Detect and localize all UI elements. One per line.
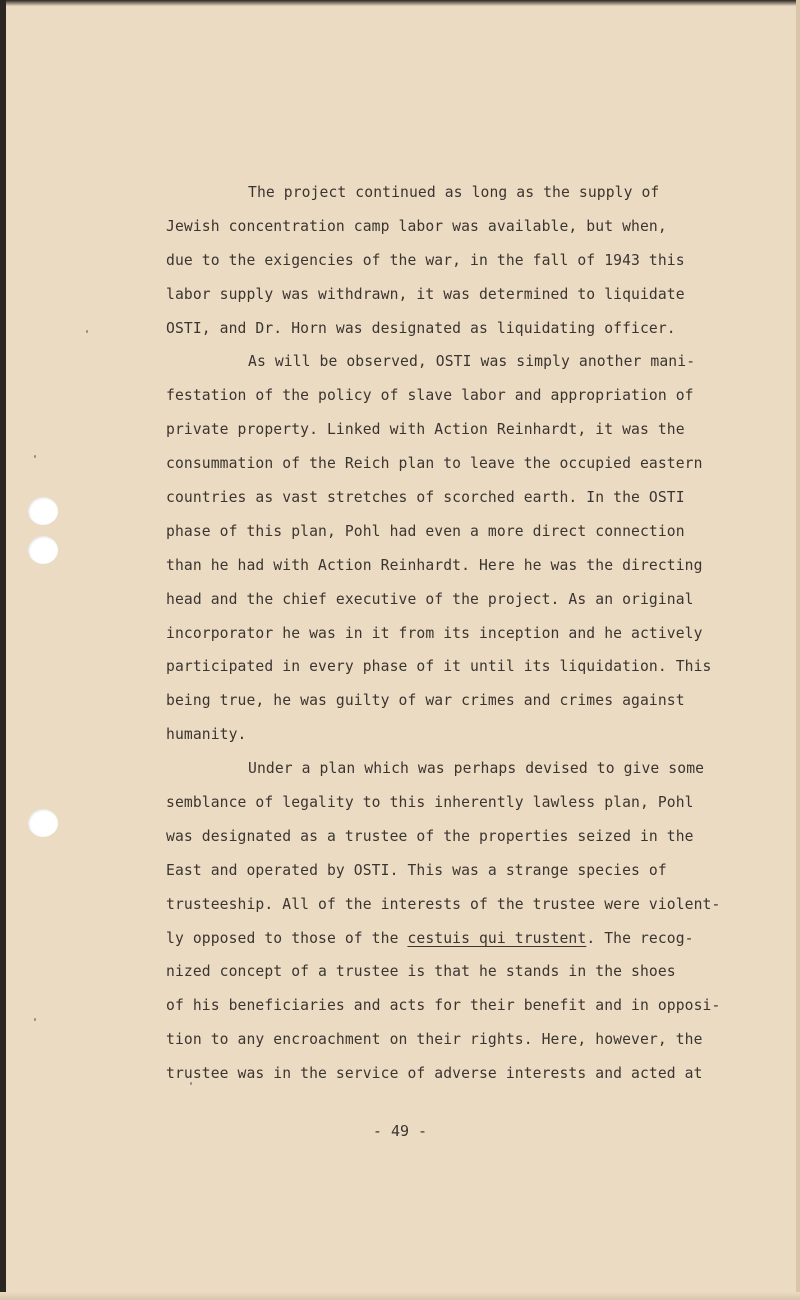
text-line: Under a plan which was perhaps devised to give some (248, 760, 705, 778)
text-line: phase of this plan, Pohl had even a more direct connection (166, 522, 685, 540)
paper-speck (86, 330, 88, 333)
text-line: nized concept of a trustee is that he stands in the shoes (166, 963, 676, 981)
text-line: being true, he was guilty of war crimes and crimes against (166, 692, 685, 710)
punch-hole-2 (28, 536, 58, 564)
text-line: was designated as a trustee of the properties seized in the (166, 827, 694, 845)
text-line: incorporator he was in it from its inception and he actively (166, 624, 703, 642)
page-number: - 49 - (372, 1122, 428, 1140)
text-line: private property. Linked with Action Reinhardt, it was the (166, 421, 685, 439)
text-line: tion to any encroachment on their rights. Here, however, the (166, 1031, 703, 1049)
text-line: than he had with Action Reinhardt. Here he was the directing (166, 556, 703, 574)
body-text (166, 176, 721, 1091)
text-line: The project continued as long as the supply of (248, 184, 660, 201)
paper-speck (34, 1018, 36, 1021)
text-line: consummation of the Reich plan to leave the occupied eastern (166, 455, 703, 473)
scan-right-edge (796, 0, 800, 1300)
text-line: trustee was in the service of adverse interests and acted at (166, 1065, 703, 1083)
text-line: trusteeship. All of the interests of the trustee were violent- (166, 895, 721, 913)
text-segment: . The recog- (586, 929, 694, 947)
text-line: countries as vast stretches of scorched earth. In the OSTI (166, 489, 685, 507)
text-segment: ly opposed to those of the (166, 929, 408, 947)
text-line: of his beneficiaries and acts for their benefit and in opposi- (166, 997, 721, 1015)
text-line: due to the exigencies of the war, in the fall of 1943 this (166, 251, 685, 269)
text-line-with-underline (166, 922, 706, 956)
scan-bottom-edge (0, 1292, 800, 1300)
punch-hole-1 (28, 497, 58, 525)
text-line: humanity. (166, 726, 247, 744)
text-line: participated in every phase of it until its liquidation. This (166, 658, 712, 676)
text-line: As will be observed, OSTI was simply another mani- (248, 353, 696, 371)
text-line: Jewish concentration camp labor was available, but when, (166, 217, 667, 235)
text-line: semblance of legality to this inherently lawless plan, Pohl (166, 794, 694, 812)
text-line: labor supply was withdrawn, it was determined to liquidate (166, 285, 685, 303)
punch-hole-3 (28, 809, 58, 837)
text-line: festation of the policy of slave labor and appropriation of (166, 387, 694, 405)
underlined-legal-term: cestuis qui trustent (407, 929, 587, 947)
scan-top-edge (0, 0, 800, 6)
text-line: head and the chief executive of the project. As an original (166, 590, 694, 608)
text-line: East and operated by OSTI. This was a strange species of (166, 861, 667, 879)
paper-speck (34, 455, 36, 458)
text-line: OSTI, and Dr. Horn was designated as liquidating officer. (166, 319, 676, 337)
scan-left-edge (0, 0, 6, 1300)
